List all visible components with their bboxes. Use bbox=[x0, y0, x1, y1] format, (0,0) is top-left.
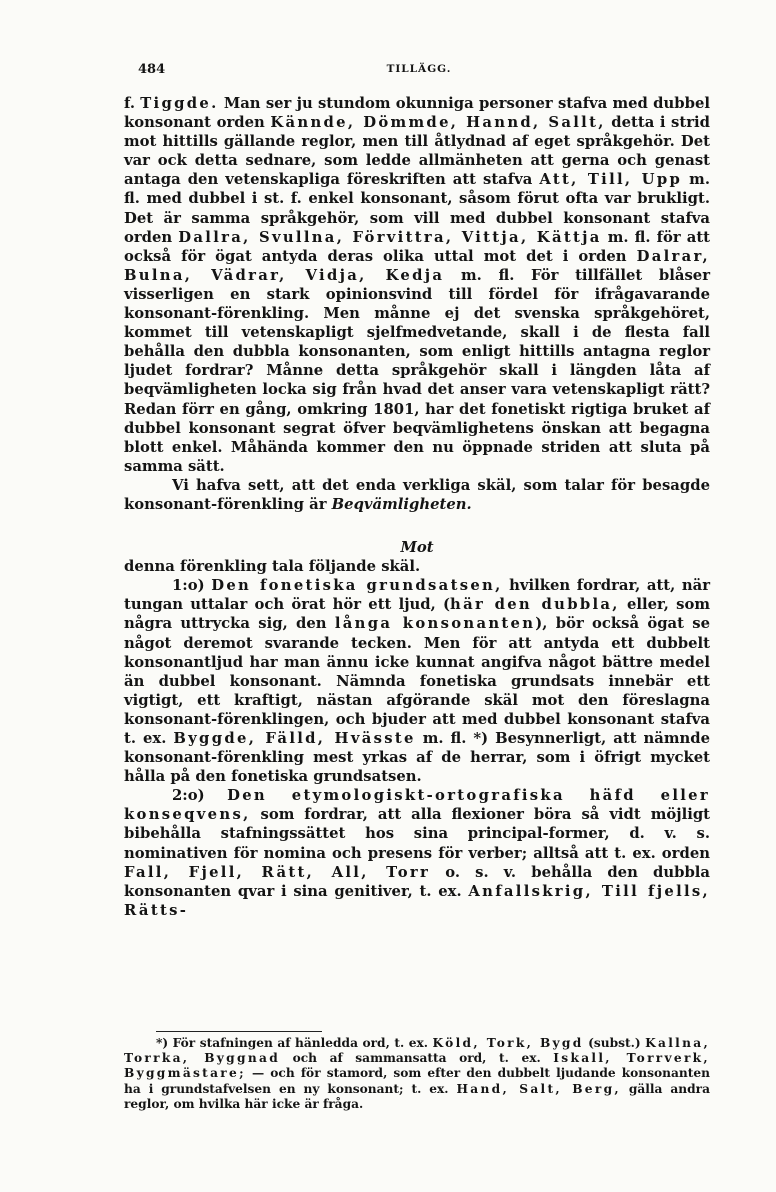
page-header bbox=[124, 62, 714, 84]
body-text bbox=[124, 94, 710, 920]
point-1: 1:o) Den fonetiska grundsatsen, hvilken fordrar, att, när tungan uttalar och örat hör ett ljud, (här den dubbla, eller, som några uttrycka sig, den långa konsonanten), bör också ögat se något deremot svarande tecken. Men för att antyda ett dubbelt konsonantljud har man ännu icke kunnat angifva något bättre medel än dubbel konsonant. Nämnda fonetiska grundsats innebär ett vigtigt, ett kraftigt, nästan afgörande skäl mot den föreslagna konsonant-förenklingen, och bjuder att med dubbel konsonant stafva t. ex. Byggde, Fälld, Hvässte m. fl. *) Besynnerligt, att nämnde konsonant-förenkling mest yrkas af de herrar, som i öfrigt mycket hålla på den fonetiska grundsatsen. bbox=[124, 577, 710, 786]
section-heading-mot: Mot bbox=[400, 539, 434, 557]
running-head: TILLÄGG. bbox=[386, 63, 452, 75]
page-number: 484 bbox=[138, 62, 166, 77]
footnote bbox=[124, 1036, 710, 1112]
footnote-divider bbox=[156, 1031, 322, 1032]
footnote-text: *) För stafningen af hänledda ord, t. ex. Köld, Tork, Bygd (subst.) Kallna, Torrka, Byggnad och af sammansatta ord, t. ex. Iskall, Torrverk, Byggmästare; — och för stamord, som efter den dubbelt ljudande konsonanten ha i grundstafvelsen en ny konsonant; t. ex. Hand, Salt, Berg, gälla andra reglor, om hvilka här icke är fråga. bbox=[124, 1036, 711, 1111]
paragraph-f: f. Tiggde. Man ser ju stundom okunniga personer stafva med dubbel konsonant orden Kännde, Dömmde, Hannd, Sallt, detta i strid mot hittills gällande reglor, men till åtlydnad af eget språkgehör. Det var ock detta sednare, som ledde allmänheten att gerna och genast antaga den vetenskapliga föreskriften att stafva Att, Till, Upp m. fl. med dubbel i st. f. enkel konsonant, såsom förut ofta var brukligt. Det är samma språkgehör, som vill med dubbel konsonant stafva orden Dallra, Svullna, Förvittra, Vittja, Kättja m. fl. för att också för ögat antyda deras olika uttal mot det i orden Dalrar, Bulna, Vädrar, Vidja, Kedja m. fl. För tillfället blåser visserligen en stark opinionsvind till fördel för ifrågavarande konsonant-förenkling. Men månne ej det svenska språkgehöret, kommet till vetenskapligt sjelfmedvetande, skall i de flesta fall behålla den dubbla konsonanten, som enligt hittills antagna reglor ljudet fordrar? Månne detta språkgehör skall i längden låta af beqvämligheten locka sig från hvad det anser vara vetenskapligt rätt? Redan förr en gång, omkring 1801, har det fonetiskt rigtiga bruket af dubbel konsonant segrat öfver beqvämlighetens önskan att begagna blott enkel. Måhända kommer den nu öppnade striden att sluta på samma sätt. bbox=[124, 95, 710, 475]
point-2: 2:o) Den etymologiskt-ortografiska häfd eller konseqvens, som fordrar, att alla flexioner böra så vidt möjligt bibehålla stafningssättet hos sina principal-former, d. v. s. nominativen för nomina och presens för verber; alltså att t. ex. orden Fall, Fjell, Rätt, All, Torr o. s. v. behålla den dubbla konsonanten qvar i sina genitiver, t. ex. Anfallskrig, Till fjells, Rätts- bbox=[124, 787, 710, 919]
section-intro: denna förenkling tala följande skäl. bbox=[124, 558, 421, 576]
paragraph-conclusion: Vi hafva sett, att det enda verkliga skäl, som talar för besagde konsonant-förenkling är Beqvämligheten. bbox=[124, 476, 710, 513]
